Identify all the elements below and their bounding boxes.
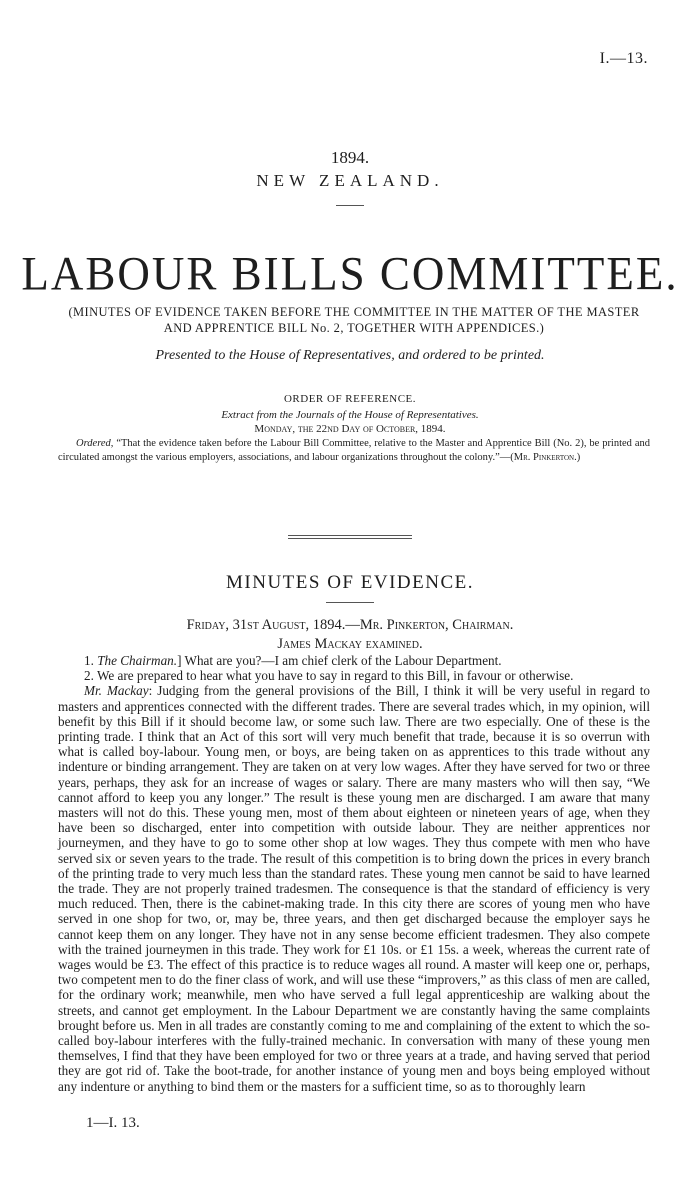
order-body: “That the evidence taken before the Labour Bill Committee, relative to the Master and Apprentice Bill (No. 2), be printed and circulated amongst the various employers, associations, and labour organizations throughout the colony.”—(: [58, 438, 650, 463]
document-subtitle: (MINUTES OF EVIDENCE TAKEN BEFORE THE COMMITTEE IN THE MATTER OF THE MASTER AND APPRENTICE BILL No. 2, TOGETHER WITH APPENDICES.): [68, 305, 640, 335]
session-line: Friday, 31st August, 1894.—Mr. Pinkerton, Chairman.: [186, 617, 514, 633]
order-of-reference-heading: ORDER OF REFERENCE.: [283, 393, 417, 405]
question-2-text: We are prepared to hear what you have to say in regard to this Bill, in favour or otherwise.: [96, 668, 574, 684]
order-ordered-label: Ordered,: [76, 438, 114, 449]
question-1-number: 1.: [84, 653, 94, 668]
answer-speaker: Mr. Mackay: [84, 683, 149, 699]
order-text: [58, 437, 650, 464]
order-extract-line: Extract from the Journals of the House of Representatives.: [221, 409, 479, 421]
order-close: .): [574, 451, 581, 463]
signature-mark: 1—I. 13.: [86, 1115, 140, 1131]
divider-minutes: [326, 602, 374, 603]
answer-paragraph: [58, 683, 650, 1093]
evidence-body: [58, 653, 650, 1094]
minutes-heading: MINUTES OF EVIDENCE.: [226, 572, 474, 593]
question-2-number: 2.: [84, 668, 94, 684]
document-title: LABOUR BILLS COMMITTEE.: [21, 247, 679, 301]
question-1-text: ] What are you?—I am chief clerk of the Labour Department.: [177, 653, 502, 668]
answer-text: : Judging from the general provisions of the Bill, I think it will be very useful in regard to masters and apprentices connected with the different trades. There are several trades which, in my opinion, will benefit by this Bill if it should become law, or some such law. There are two especially. One of these is the printing trade. I think that an Act of this sort will very much benefit that trade, because it is so overrun with what is called boy-labour. Young men, or boys, are being taken on as apprentices to this trade without any indenture or binding arrangement. They are taken on at very low wages. After they have served for two or three years, perhaps, they ask for an increase of wages or salary. There are many masters who will then say, “We cannot afford to keep you any longer.” The result is these young men are discharged. I am aware that many masters will not do this. These young men, most of them about eighteen or nineteen years of age, when they have been so discharged, enter into competition with outside labour. They are neither apprentices nor journeymen, and they have to go to some other shop at low wages. They thus compete with men who have served six or seven years to the trade. The result of this competition is to bring down the prices in every branch of the printing trade to very much less than the standard rates. These young men cannot be said to have learned the trade. They are not properly trained tradesmen. The consequence is that the standard of efficiency is very much reduced. Then, there is the cabinet-making trade. In this city there are scores of young men who have served in one shop for two, or, may be, three years, and then get discharged because the employer says he cannot keep them on any longer. They have not in any sense become efficient tradesmen. They also compete with the trained journeymen in this trade. They work for £1 10s. or £1 15s. a week, whereas the current rate of wages would be £3. The effect of this practice is to reduce wages all round. A master will keep one or, perhaps, two competent men to do the finer class of work, and will use these “improvers,” as this class of men are called, for the ordinary work; meanwhile, men who have served a full legal apprenticeship are walking about the streets, and cannot get employment. In the Labour Department we are constantly having the same complaints brought before us. Men in all trades are constantly coming to me and complaining of the extent to which the so-called boy-labour interferes with the fully-trained mechanic. In conversation with many of these young men themselves, I find that they have been employed for two or three years at a trade, and having served that period they are got rid of. Take the boot-trade, for another instance of young men and boys being employed without any indenture or anything to bind them or the masters for a sufficient time, so as to thoroughly learn: [58, 683, 650, 1094]
paper-reference: I.—13.: [599, 50, 648, 67]
divider-double-top: [288, 535, 412, 536]
order-mover: Mr. Pinkerton: [513, 451, 575, 463]
witness-line: James Mackay examined.: [277, 636, 423, 652]
presented-notice: Presented to the House of Representatives, and ordered to be printed.: [155, 348, 545, 363]
country-heading: NEW ZEALAND.: [256, 171, 444, 190]
question-2: [58, 668, 650, 683]
order-date: Monday, the 22nd Day of October, 1894.: [254, 423, 446, 435]
divider-double-bottom: [288, 538, 412, 539]
year: 1894.: [330, 148, 370, 167]
question-1: [58, 653, 650, 668]
question-1-speaker: The Chairman.: [97, 653, 178, 668]
divider-short: [336, 205, 364, 206]
